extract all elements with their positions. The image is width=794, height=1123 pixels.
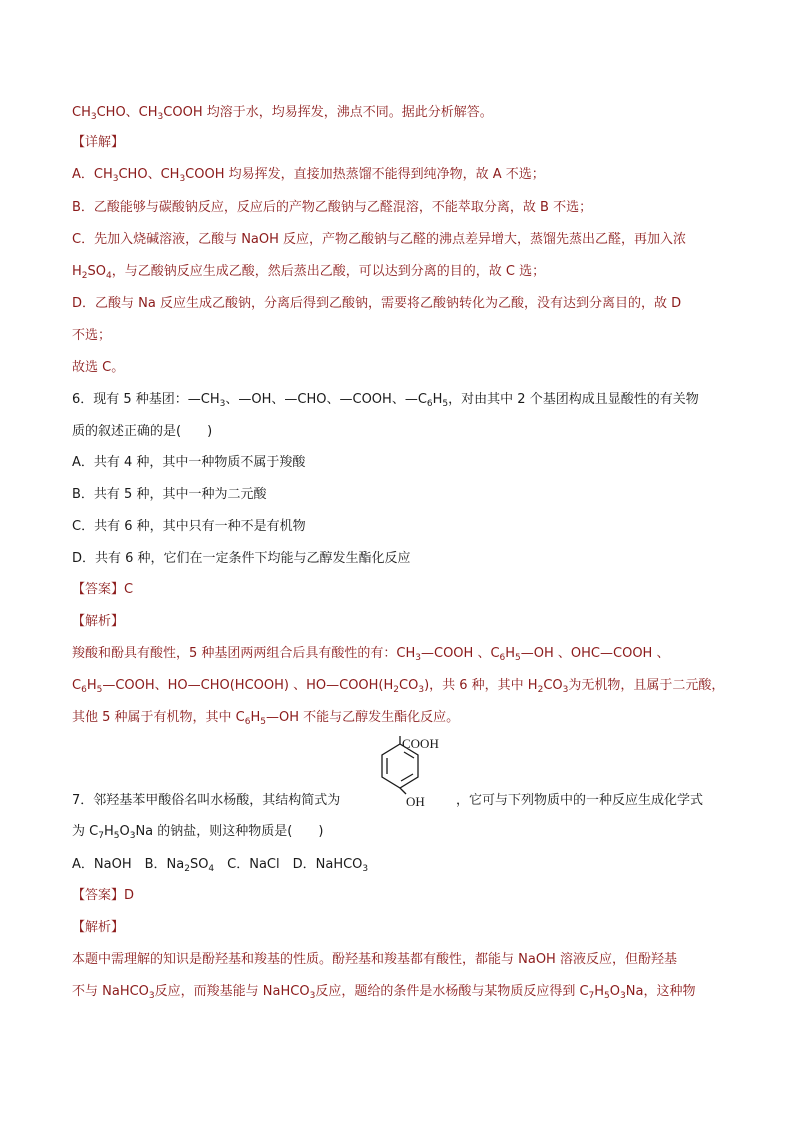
answer-label: 【答案】C — [72, 582, 134, 597]
question-6-stem-cont: 质的叙述正确的是( ) — [72, 424, 213, 439]
option-d: D．共有 6 种，它们在一定条件下均能与乙醇发生酯化反应 — [72, 551, 411, 566]
text-line: B．乙酸能够与碳酸钠反应，反应后的产物乙酸钠与乙醛混溶，不能萃取分离，故 B 不选； — [72, 200, 593, 215]
question-7-stem: 7．邻羟基苯甲酸俗名叫水杨酸，其结构简式为 — [72, 793, 341, 808]
cooh-label: COOH — [402, 736, 439, 751]
question-6-stem: 6．现有 5 种基团：$—CH_3$、—OH、—CHO、—COOH、$—C_6H_5$，对由其中 2 个基团构成且显酸性的有关物 — [72, 392, 699, 409]
question-7-options: A．NaOH B．$Na_2SO_4$ C．NaCl D．NaHCO$_3$ — [72, 857, 369, 874]
analysis-label: 【解析】 — [72, 920, 125, 935]
option-a: A．共有 4 种，其中一种物质不属于羧酸 — [72, 455, 306, 470]
text-line: 不与 NaHCO$_3$反应，而羧基能与 NaHCO$_3$反应，题给的条件是水杨酸与某物质反应得到 $C_7H_5O_3Na$，这种物 — [72, 984, 696, 1001]
option-c: C．共有 6 种，其中只有一种不是有机物 — [72, 519, 306, 534]
text-line: A．$CH_3CHO$、$CH_3COOH$ 均易挥发，直接加热蒸馏不能得到纯净物，故 A 不选； — [72, 167, 545, 184]
text-line: 其他 5 种属于有机物，其中 $C_6H_5—OH$ 不能与乙醇发生酯化反应。 — [72, 710, 460, 727]
question-7-stem-cont: 为 $C_7H_5O_3Na$ 的钠盐，则这种物质是( ) — [72, 824, 324, 841]
text-line: D．乙酸与 Na 反应生成乙酸钠，分离后得到乙酸钠，需要将乙酸钠转化为乙酸，没有达到分离目的，故 D — [72, 296, 682, 311]
section-label-detail: 【详解】 — [72, 135, 125, 150]
oh-label: OH — [406, 794, 425, 809]
text-line: 故选 C。 — [72, 360, 125, 375]
text-line: C．先加入烧碱溶液，乙酸与 NaOH 反应，产物乙酸钠与乙醛的沸点差异增大，蒸馏先蒸出乙醛，再加入浓 — [72, 232, 687, 247]
option-b: B．共有 5 种，其中一种为二元酸 — [72, 487, 267, 502]
text-line: 不选； — [72, 328, 112, 343]
text-line: $CH_3CHO$、$CH_3COOH$ 均溶于水，均易挥发，沸点不同。据此分析解答。 — [72, 105, 493, 122]
text-line: 本题中需理解的知识是酚羟基和羧基的性质。酚羟基和羧基都有酸性，都能与 NaOH 溶液反应，但酚羟基 — [72, 952, 677, 967]
text-line: $C_6H_5—COOH$、HO—CHO(HCOOH) 、$HO—COOH(H_2CO_3)$，共 6 种，其中 $H_2CO_3$为无机物，且属于二元酸， — [72, 678, 725, 695]
salicylic-acid-structure — [360, 726, 456, 812]
text-line: 羧酸和酚具有酸性，5 种基团两两组合后具有酸性的有：$CH_3—COOH$ 、$C_6H_5—OH$ 、OHC—COOH 、 — [72, 646, 670, 663]
answer-label: 【答案】D — [72, 888, 135, 903]
analysis-label: 【解析】 — [72, 614, 125, 629]
text-line: $H_2SO_4$，与乙酸钠反应生成乙酸，然后蒸出乙酸，可以达到分离的目的，故 C 选； — [72, 264, 546, 281]
question-7-stem-right: ，它可与下列物质中的一种反应生成化学式 — [456, 793, 704, 808]
